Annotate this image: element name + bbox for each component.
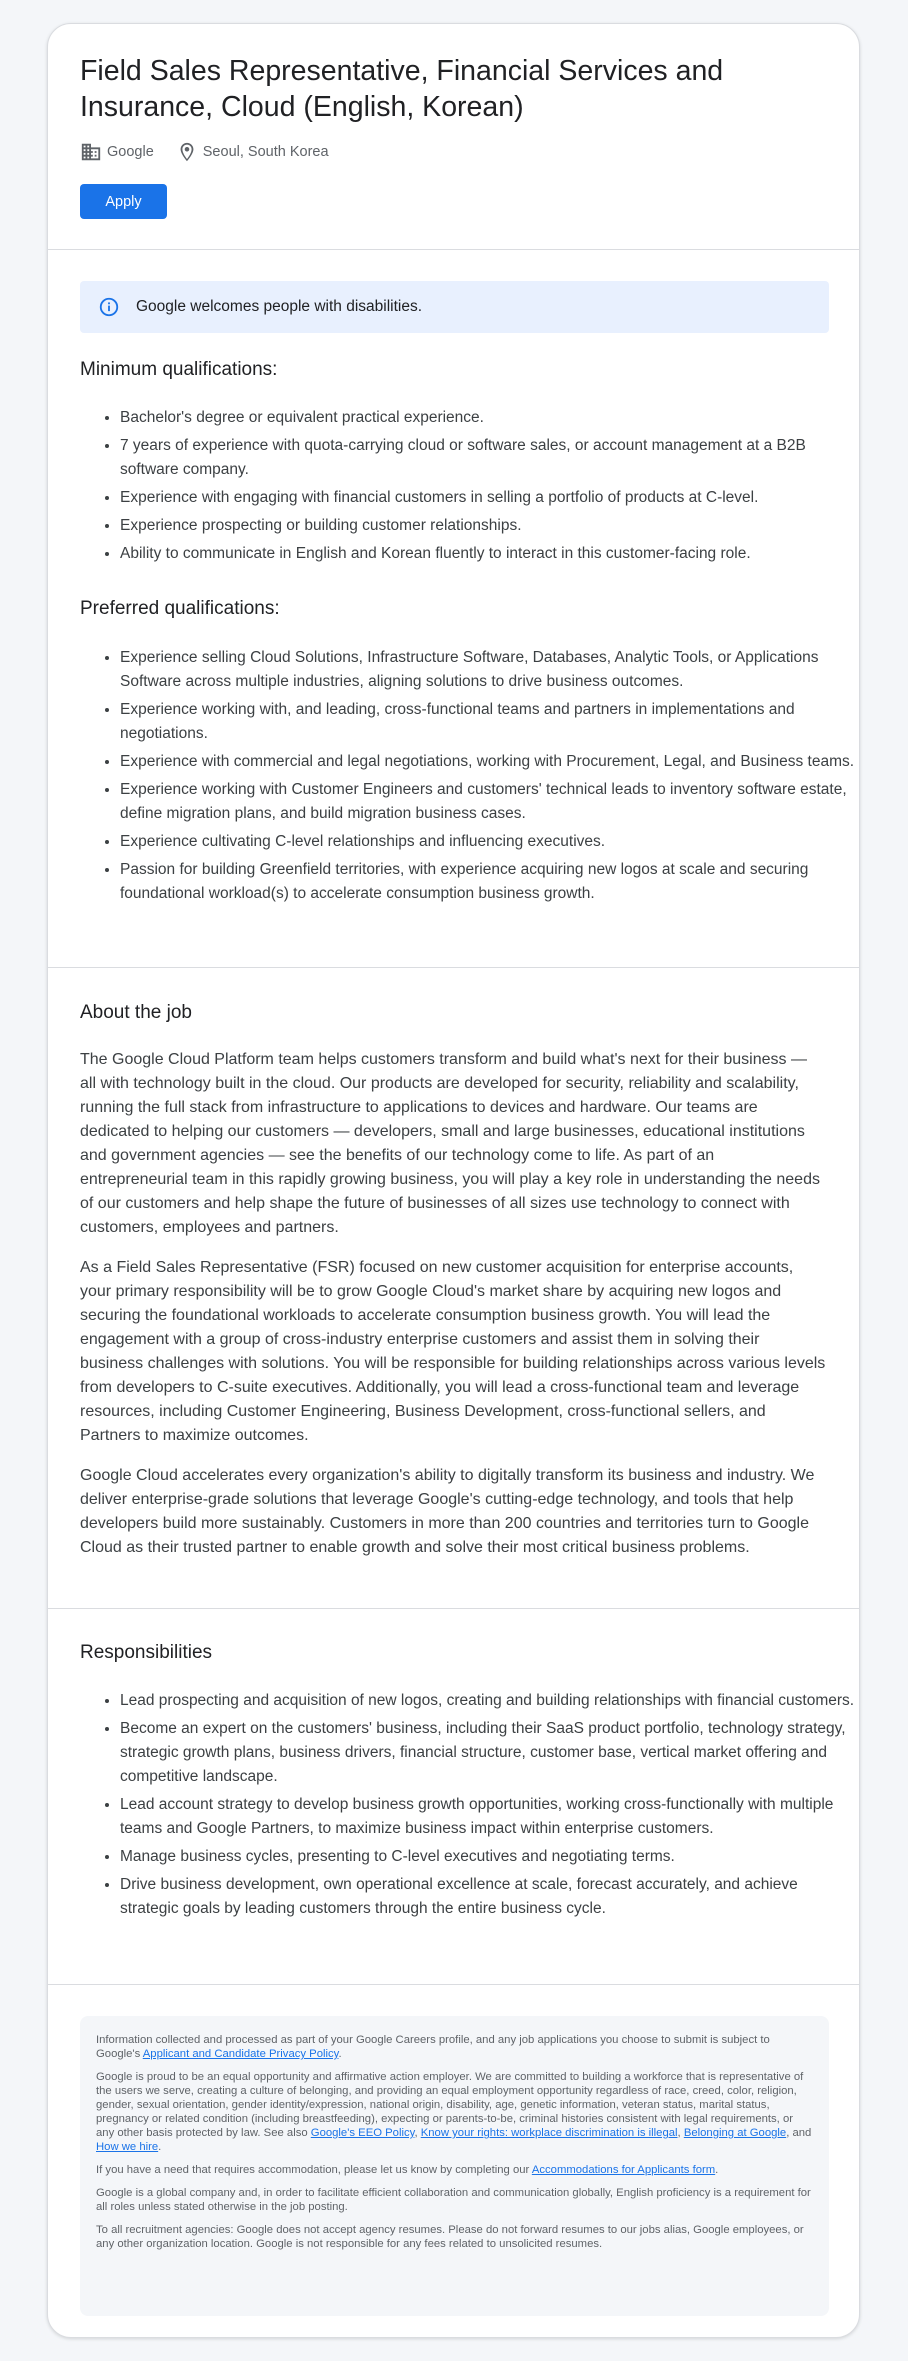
list-item: • Experience cultivating C-level relationships and influencing executives. <box>120 830 860 854</box>
list-item: • Experience working with, and leading, cross-functional teams and partners in implementations and negotiations. <box>120 698 860 746</box>
list-item: • Lead account strategy to develop business growth opportunities, working cross-functionally with multiple teams and Google Partners, to maximize business impact within enterprise customers. <box>120 1793 860 1841</box>
list-item: • 7 years of experience with quota-carrying cloud or software sales, or account management at a B2B software company. <box>120 434 860 482</box>
accommodations-form-link[interactable]: Accommodations for Applicants form <box>531 2164 716 2176</box>
list-item: • Drive business development, own operational excellence at scale, forecast accurately, and achieve strategic goals by leading customers through the entire business cycle. <box>120 1873 860 1921</box>
location-pin-icon <box>176 141 198 163</box>
legal-notice <box>80 2016 829 2316</box>
legal-text: . <box>158 2141 162 2153</box>
company-name: Google <box>107 144 154 160</box>
about-paragraph: Google Cloud accelerates every organization's ability to digitally transform its business and industry. We deliver enterprise-grade solutions that leverage Google's cutting-edge technology, and tools that help developers build more sustainably. Customers in more than 200 countries and territories turn to Google Cloud as their trusted partner to enable growth and solve their most critical business problems. <box>80 1467 815 1556</box>
list-item: • Experience with commercial and legal negotiations, working with Procurement, Legal, and Business teams. <box>120 750 860 774</box>
disability-banner <box>80 281 829 333</box>
building-icon <box>80 141 102 163</box>
about-heading: About the job <box>80 1002 192 1023</box>
info-icon <box>98 296 120 318</box>
list-item: • Lead prospecting and acquisition of new logos, creating and building relationships with financial customers. <box>120 1689 860 1713</box>
know-your-rights-link[interactable]: Know your rights: workplace discrimination is illegal <box>420 2127 678 2139</box>
list-item: • Experience working with Customer Engineers and customers' technical leads to inventory software estate, define migration plans, and build migration business cases. <box>120 778 860 826</box>
pref-qual-heading: Preferred qualifications: <box>80 598 280 619</box>
legal-text: , <box>414 2127 421 2139</box>
eeo-paragraph <box>96 2070 813 2154</box>
list-item: • Become an expert on the customers' business, including their SaaS product portfolio, technology strategy, strategic growth plans, business drivers, financial structure, customer base, vertical market offering and competitive landscape. <box>120 1717 860 1789</box>
banner-text: Google welcomes people with disabilities. <box>136 298 423 315</box>
privacy-paragraph <box>96 2033 813 2061</box>
list-item: • Experience prospecting or building customer relationships. <box>120 514 860 538</box>
responsibilities-list <box>80 1689 860 1925</box>
legal-text: Google is proud to be an equal opportunity and affirmative action employer. We are committed to building a workforce that is representative of the users we serve, creating a culture of belonging, and providing an equal employment opportunity regardless of race, creed, color, religion, gender, sexual orientation, gender identity/expression, national origin, disability, age, genetic information, veteran status, marital status, pregnancy or related condition (including breastfeeding), expecting or parents-to-be, criminal histories consistent with legal requirements, or any other basis protected by law. See also <box>96 2071 804 2139</box>
job-title: Field Sales Representative, Financial Services and Insurance, Cloud (English, Korean) <box>80 55 724 123</box>
about-paragraph: As a Field Sales Representative (FSR) focused on new customer acquisition for enterprise accounts, your primary responsibility will be to grow Google Cloud's market share by acquiring new logos and securing the foundational workloads to accelerate consumption business growth. You will lead the engagement with a group of cross-industry enterprise customers and assist them in solving their business challenges with solutions. You will be responsible for building relationships across various levels from developers to C-suite executives. Additionally, you will lead a cross-functional team and leverage resources, including Customer Engineering, Business Development, cross-functional sellers, and Partners to maximize outcomes. <box>80 1259 826 1444</box>
apply-button[interactable]: Apply <box>80 184 167 219</box>
legal-text: Information collected and processed as part of your Google Careers profile, and any job applications you choose to submit is subject to Google's <box>96 2034 770 2060</box>
divider <box>48 1984 859 1985</box>
job-card <box>47 23 860 2338</box>
list-item: • Bachelor's degree or equivalent practical experience. <box>120 406 860 430</box>
job-meta <box>80 141 351 163</box>
accommodation-paragraph <box>96 2163 813 2177</box>
location-info <box>176 141 329 163</box>
list-item: • Experience with engaging with financial customers in selling a portfolio of products at C-level. <box>120 486 860 510</box>
divider <box>48 967 859 968</box>
divider <box>48 249 859 250</box>
legal-text: . <box>715 2164 719 2176</box>
list-item: • Manage business cycles, presenting to C-level executives and negotiating terms. <box>120 1845 860 1869</box>
about-paragraph: The Google Cloud Platform team helps customers transform and build what's next for their business — all with technology built in the cloud. Our products are developed for security, reliability and scalability, running the full stack from infrastructure to applications to devices and hardware. Our teams are dedicated to helping our customers — developers, small and large businesses, educational institutions and government agencies — see the benefits of our technology come to life. As part of an entrepreneurial team in this rapidly growing business, you will play a key role in understanding the needs of our customers and help shape the future of businesses of all sizes use technology to connect with customers, employees and partners. <box>80 1051 820 1236</box>
divider <box>48 1608 859 1609</box>
legal-text: , and <box>786 2127 812 2139</box>
company-info <box>80 141 154 163</box>
job-header <box>48 24 859 249</box>
how-we-hire-link[interactable]: How we hire <box>96 2141 159 2153</box>
agencies-paragraph: To all recruitment agencies: Google does not accept agency resumes. Please do not forward resumes to our jobs alias, Google employees, or any other organization location. Google is not responsible for any fees related to unsolicited resumes. <box>96 2224 804 2250</box>
list-item: • Passion for building Greenfield territories, with experience acquiring new logos at scale and securing foundational workload(s) to accelerate consumption business growth. <box>120 858 860 906</box>
legal-text: . <box>338 2048 342 2060</box>
eeo-policy-link[interactable]: Google's EEO Policy <box>310 2127 415 2139</box>
responsibilities-heading: Responsibilities <box>80 1642 213 1663</box>
pref-qual-list <box>80 646 860 910</box>
location-name: Seoul, South Korea <box>202 144 329 160</box>
list-item: • Ability to communicate in English and Korean fluently to interact in this customer-facing role. <box>120 542 860 566</box>
privacy-policy-link[interactable]: Applicant and Candidate Privacy Policy <box>142 2048 339 2060</box>
legal-text: If you have a need that requires accommodation, please let us know by completing our <box>96 2164 532 2176</box>
english-paragraph: Google is a global company and, in order to facilitate efficient collaboration and communication globally, English proficiency is a requirement for all roles unless stated otherwise in the job posting. <box>96 2187 811 2213</box>
list-item: • Experience selling Cloud Solutions, Infrastructure Software, Databases, Analytic Tools, or Applications Software across multiple industries, aligning solutions to drive business outcomes. <box>120 646 860 694</box>
min-qual-list <box>80 406 860 570</box>
belonging-link[interactable]: Belonging at Google <box>683 2127 787 2139</box>
min-qual-heading: Minimum qualifications: <box>80 359 278 380</box>
legal-text: , <box>677 2127 684 2139</box>
